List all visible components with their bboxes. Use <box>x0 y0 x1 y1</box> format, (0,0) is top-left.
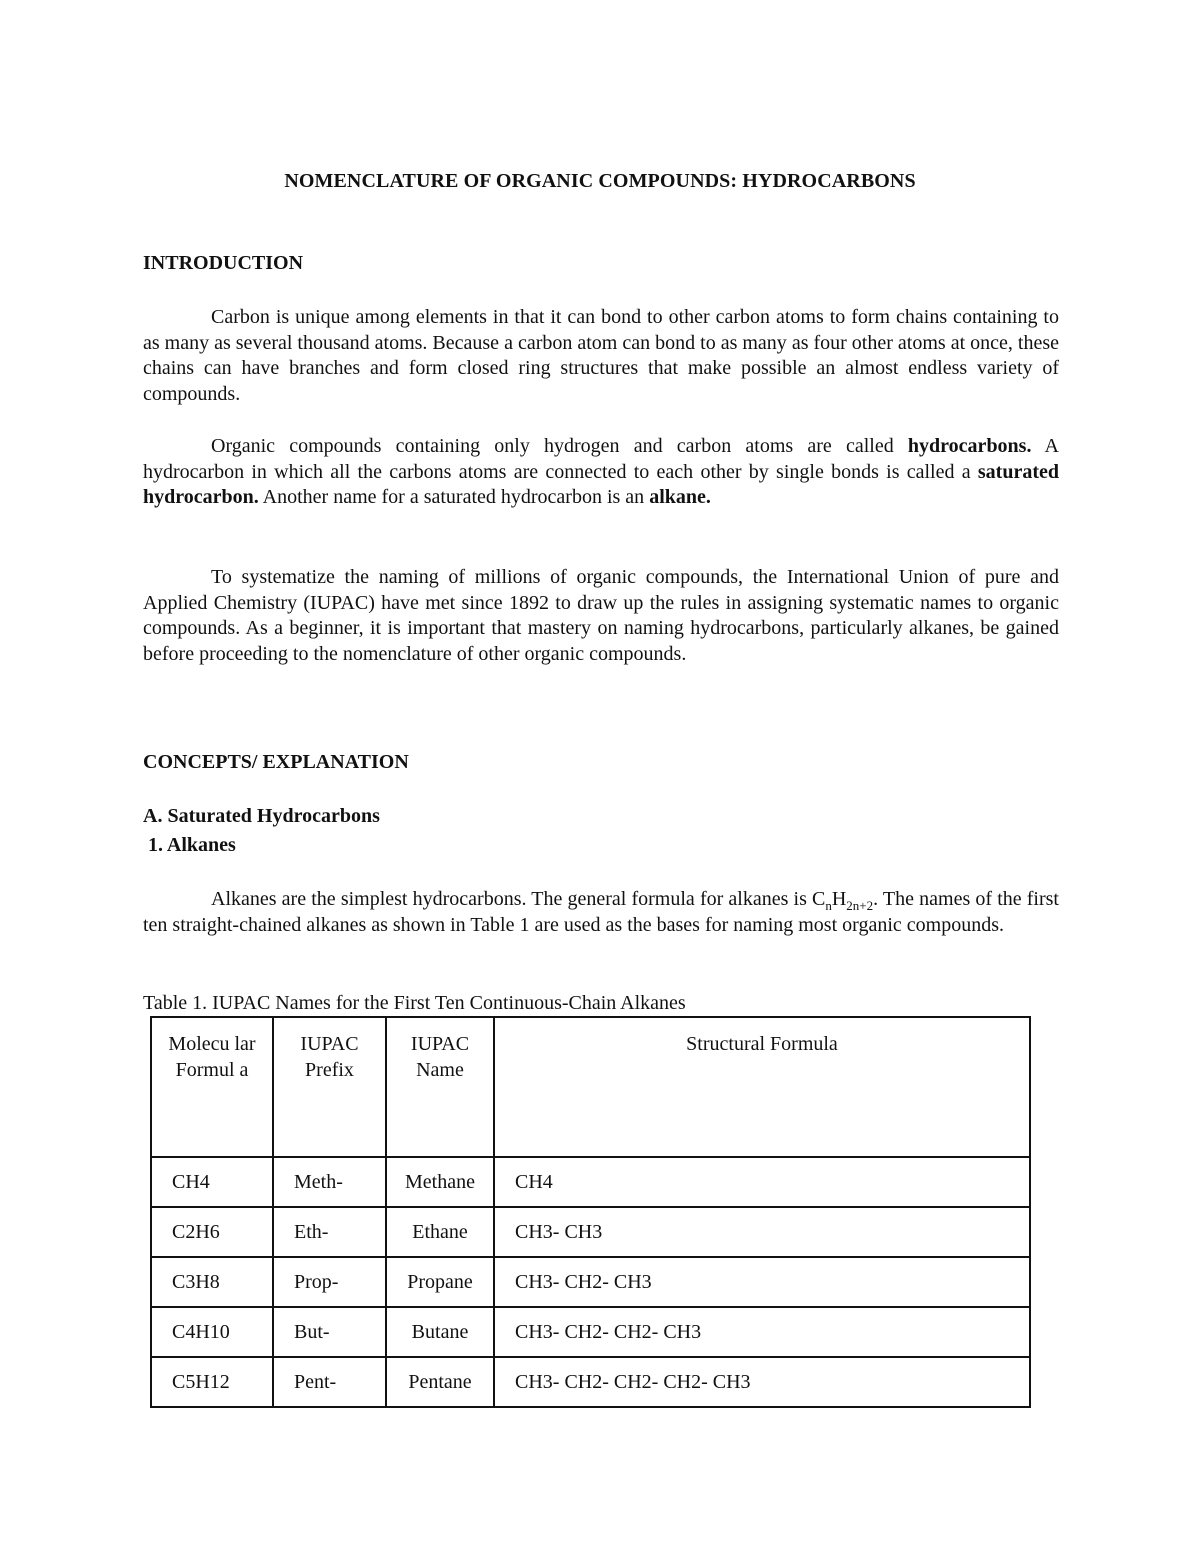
intro-paragraph-2 <box>143 434 1059 511</box>
alkanes-heading: 1. Alkanes <box>143 834 236 856</box>
concepts-heading: CONCEPTS/ EXPLANATION <box>143 751 409 773</box>
cell-structural: CH3- CH2- CH2- CH3 <box>494 1307 1030 1357</box>
page-title: NOMENCLATURE OF ORGANIC COMPOUNDS: HYDROCARBONS <box>284 170 916 192</box>
cell-structural: CH4 <box>494 1157 1030 1207</box>
header-structural-formula: Structural Formula <box>494 1017 1030 1157</box>
table-row <box>151 1307 1030 1357</box>
table-row <box>151 1207 1030 1257</box>
header-iupac-prefix: IUPAC Prefix <box>273 1017 386 1157</box>
alkanes-text-b: . The names of the first ten straight-chained alkanes as shown in Table 1 are used as the bases for naming most organic compounds. <box>143 888 1059 936</box>
cell-name: Pentane <box>386 1357 494 1407</box>
table-row <box>151 1257 1030 1307</box>
intro-paragraph-3: To systematize the naming of millions of organic compounds, the International Union of pure and Applied Chemistry (IUPAC) have met since 1892 to draw up the rules in assigning systematic names to organic compounds. As a beginner, it is important that mastery on naming hydrocarbons, particularly alkanes, be gained before proceeding to the nomenclature of other organic compounds. <box>143 566 1059 665</box>
alkanes-table <box>150 1016 1031 1408</box>
introduction-heading: INTRODUCTION <box>143 252 304 274</box>
cell-formula: C2H6 <box>151 1207 273 1257</box>
p2-text-a: Organic compounds containing only hydrogen and carbon atoms are called <box>211 435 908 457</box>
p2-text-e: Another name for a saturated hydrocarbon is an <box>258 486 650 509</box>
cell-name: Methane <box>386 1157 494 1207</box>
cell-prefix: Meth- <box>273 1157 386 1207</box>
table-caption: Table 1. IUPAC Names for the First Ten Continuous-Chain Alkanes <box>143 992 686 1014</box>
cell-prefix: Pent- <box>273 1357 386 1407</box>
cell-structural: CH3- CH3 <box>494 1207 1030 1257</box>
cell-formula: CH4 <box>151 1157 273 1207</box>
p2-text-c: A hydrocarbon in which all the carbons atoms are connected to each other by single bonds is called a <box>143 435 1059 483</box>
subscript-2n-plus-2: 2n+2 <box>846 898 874 913</box>
cell-prefix: Eth- <box>273 1207 386 1257</box>
cell-formula: C4H10 <box>151 1307 273 1357</box>
table-row <box>151 1357 1030 1407</box>
alkanes-text-h: H <box>831 888 847 910</box>
subscript-n: n <box>825 898 832 913</box>
alkanes-text-a: Alkanes are the simplest hydrocarbons. The general formula for alkanes is C <box>211 888 826 910</box>
cell-name: Propane <box>386 1257 494 1307</box>
term-saturated-hydrocarbon: saturated hydrocarbon. <box>143 460 1059 509</box>
header-molecular-formula: Molecu lar Formul a <box>151 1017 273 1157</box>
intro-paragraph-1: Carbon is unique among elements in that it can bond to other carbon atoms to form chains containing to as many as several thousand atoms. Because a carbon atom can bond to as many as four other atoms at once, these chains can have branches and form closed ring structures that make possible an almost endless variety of compounds. <box>143 306 1059 405</box>
cell-name: Butane <box>386 1307 494 1357</box>
cell-prefix: Prop- <box>273 1257 386 1307</box>
table-row <box>151 1157 1030 1207</box>
cell-prefix: But- <box>273 1307 386 1357</box>
term-hydrocarbons: hydrocarbons. <box>907 435 1032 457</box>
header-iupac-name: IUPAC Name <box>386 1017 494 1157</box>
cell-formula: C5H12 <box>151 1357 273 1407</box>
cell-structural: CH3- CH2- CH3 <box>494 1257 1030 1307</box>
saturated-hydrocarbons-heading: A. Saturated Hydrocarbons <box>143 805 380 827</box>
alkanes-paragraph <box>143 887 1059 938</box>
cell-structural: CH3- CH2- CH2- CH2- CH3 <box>494 1357 1030 1407</box>
term-alkane: alkane. <box>649 486 711 509</box>
cell-name: Ethane <box>386 1207 494 1257</box>
cell-formula: C3H8 <box>151 1257 273 1307</box>
table-header-row <box>151 1017 1030 1157</box>
